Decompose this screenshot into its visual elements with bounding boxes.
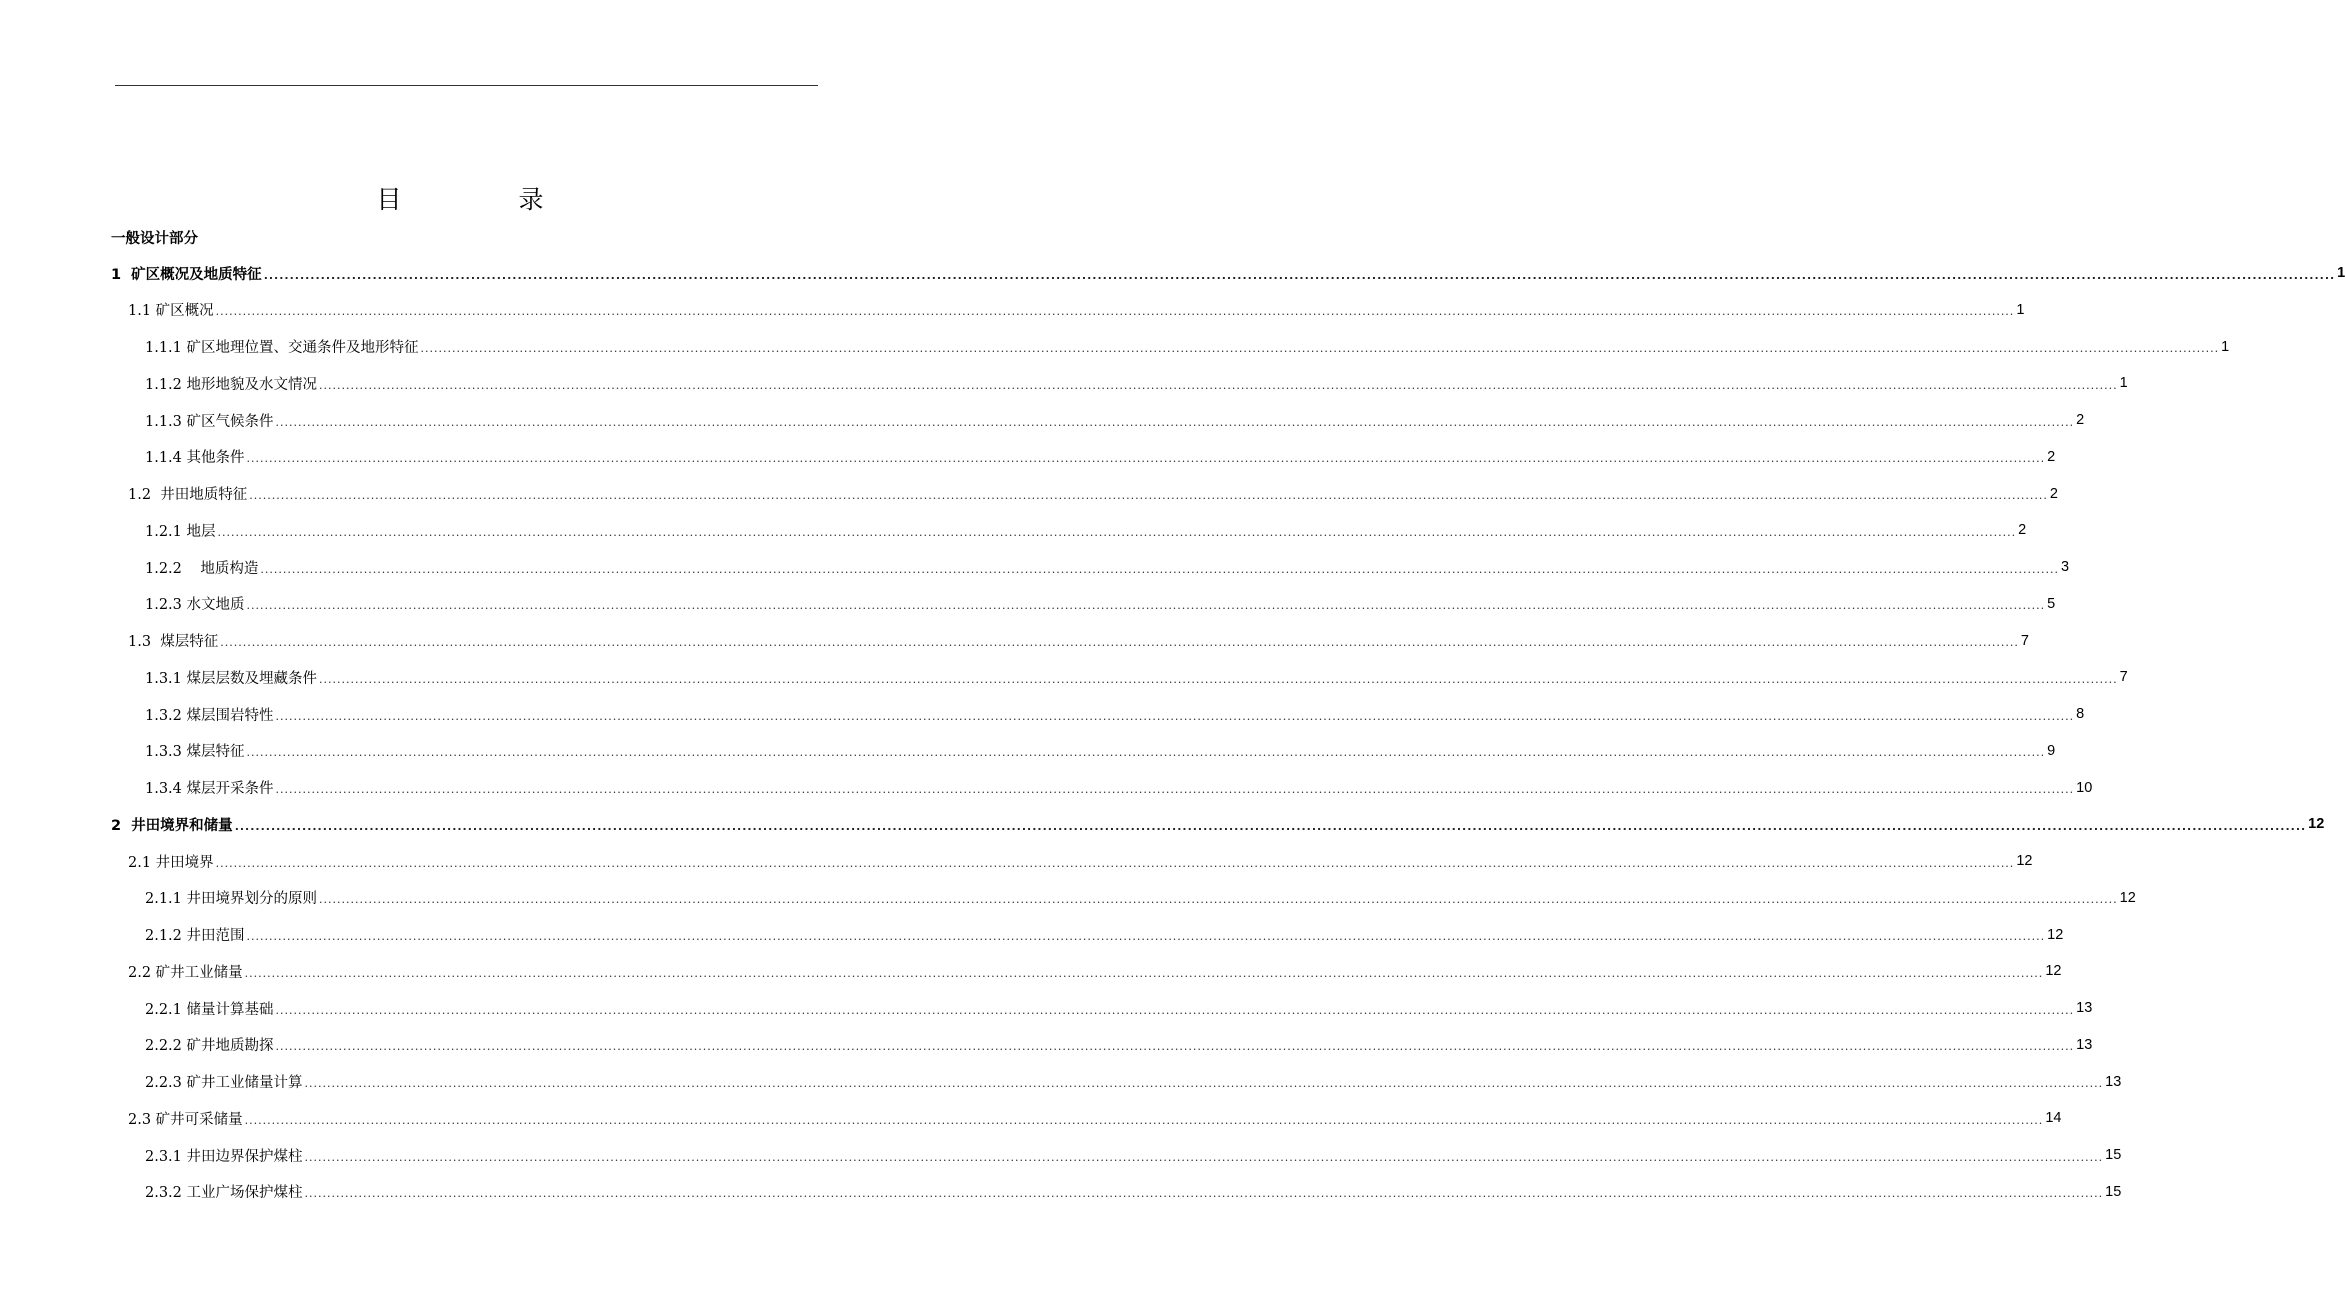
toc-dot-leader: ................................................................................................................................................................................................................................................................................................................................................................................................................ xyxy=(249,489,2048,502)
toc-entry-label: 2.3.2 工业广场保护煤柱 xyxy=(145,1185,303,1202)
toc-page-number: 5 xyxy=(2047,595,2056,612)
toc-dot-leader: ................................................................................................................................................................................................................................................................................................................................................................................................................ xyxy=(275,1040,2075,1054)
toc-page-number: 10 xyxy=(2076,779,2093,796)
toc-dot-leader: ................................................................................................................................................................................................................................................................................................................................................................................................................ xyxy=(220,636,2019,649)
toc-entry[interactable] xyxy=(145,1174,2122,1210)
toc-dot-leader: ................................................................................................................................................................................................................................................................................................................................................................................................................ xyxy=(246,930,2046,943)
toc-page-number: 13 xyxy=(2105,1073,2122,1090)
toc-entry-label: 1.2.1 地层 xyxy=(145,523,216,540)
toc-entry[interactable] xyxy=(128,953,2062,989)
toc-entry-label: 2.2.3 矿井工业储量计算 xyxy=(145,1075,303,1091)
toc-page-number: 13 xyxy=(2076,1000,2093,1016)
toc-dot-leader: ................................................................................................................................................................................................................................................................................................................................................................................................................ xyxy=(246,599,2046,613)
toc-page-number: 2 xyxy=(2049,485,2058,502)
toc-dot-leader: ................................................................................................................................................................................................................................................................................................................................................................................................................ xyxy=(304,1077,2104,1090)
toc-dot-leader: ................................................................................................................................................................................................................................................................................................................................................................................................................ xyxy=(275,415,2075,429)
toc-entry[interactable] xyxy=(145,990,2093,1026)
toc-entry-label: 1.1 矿区概况 xyxy=(128,303,214,320)
toc-page-number: 2 xyxy=(2076,412,2085,428)
toc-entry[interactable] xyxy=(128,292,2025,328)
toc-entry[interactable] xyxy=(145,770,2093,806)
toc-entry[interactable] xyxy=(145,1137,2122,1173)
toc-dot-leader: ................................................................................................................................................................................................................................................................................................................................................................................................................ xyxy=(234,819,2307,833)
toc-entry[interactable] xyxy=(145,1027,2093,1063)
toc-dot-leader: ................................................................................................................................................................................................................................................................................................................................................................................................................ xyxy=(246,746,2046,760)
toc-entry[interactable] xyxy=(111,806,2325,842)
toc-dot-leader: ................................................................................................................................................................................................................................................................................................................................................................................................................ xyxy=(260,562,2059,576)
toc-entry-label: 2.2 矿井工业储量 xyxy=(128,964,243,981)
toc-dot-leader: ................................................................................................................................................................................................................................................................................................................................................................................................................ xyxy=(215,856,2015,870)
toc-entry-label: 1.3.1 煤层层数及埋藏条件 xyxy=(145,670,318,687)
toc-entry-label: 1.2.2 地质构造 xyxy=(145,560,259,577)
toc-page-number: 1 xyxy=(2337,265,2345,281)
toc-entry-label: 2.3.1 井田边界保护煤柱 xyxy=(145,1148,303,1165)
toc-dot-leader: ................................................................................................................................................................................................................................................................................................................................................................................................................ xyxy=(246,452,2046,466)
toc-entry-label: 2.1 井田境界 xyxy=(128,854,214,871)
toc-page-number: 12 xyxy=(2119,889,2136,906)
header-rule xyxy=(115,85,818,86)
toc-dot-leader: ................................................................................................................................................................................................................................................................................................................................................................................................................ xyxy=(275,709,2075,723)
toc-entry-label: 2.1.1 井田境界划分的原则 xyxy=(145,891,318,908)
toc-entry[interactable] xyxy=(128,623,2029,659)
toc-entry[interactable] xyxy=(145,439,2056,475)
toc-entry[interactable] xyxy=(145,402,2085,438)
toc-page-number: 1 xyxy=(2119,375,2128,392)
toc-dot-leader: ................................................................................................................................................................................................................................................................................................................................................................................................................ xyxy=(304,1187,2104,1201)
toc-page-number: 12 xyxy=(2047,926,2064,943)
toc-entry-label: 1.1.4 其他条件 xyxy=(145,450,245,467)
toc-page-number: 7 xyxy=(2020,632,2029,649)
toc-entry[interactable] xyxy=(111,255,2345,291)
toc-dot-leader: ................................................................................................................................................................................................................................................................................................................................................................................................................ xyxy=(319,893,2118,907)
toc-dot-leader: ................................................................................................................................................................................................................................................................................................................................................................................................................ xyxy=(319,378,2118,392)
toc-page-number: 15 xyxy=(2105,1147,2122,1163)
toc-entry-label: 1.3 煤层特征 xyxy=(128,634,219,650)
toc-dot-leader: ................................................................................................................................................................................................................................................................................................................................................................................................................ xyxy=(263,268,2336,282)
section-heading: 一般设计部分 xyxy=(111,231,198,247)
toc-entry-label: 1.1.1 矿区地理位置、交通条件及地形特征 xyxy=(145,340,419,356)
toc-entry[interactable] xyxy=(145,512,2027,548)
toc-entry-label: 1.3.4 煤层开采条件 xyxy=(145,781,274,797)
toc-page-number: 12 xyxy=(2308,816,2325,833)
toc-entry[interactable] xyxy=(145,917,2064,953)
toc-entry-label: 1.3.3 煤层特征 xyxy=(145,744,245,761)
toc-entry-label: 1.3.2 煤层围岩特性 xyxy=(145,707,274,724)
toc-entry[interactable] xyxy=(145,329,2230,365)
toc-page-number: 12 xyxy=(2045,963,2062,980)
toc-entry[interactable] xyxy=(145,549,2070,585)
toc-page-number: 8 xyxy=(2076,706,2085,722)
toc-entry[interactable] xyxy=(145,659,2128,695)
toc-entry-label: 2.2.2 矿井地质勘探 xyxy=(145,1038,274,1055)
toc-entry[interactable] xyxy=(128,1100,2062,1136)
toc-entry-label: 2.3 矿井可采储量 xyxy=(128,1111,243,1128)
toc-page-number: 1 xyxy=(2221,338,2230,355)
toc-entry[interactable] xyxy=(128,476,2058,512)
toc-page-number: 2 xyxy=(2047,448,2056,465)
toc-entry-label: 1.2 井田地质特征 xyxy=(128,487,248,503)
toc-entry-label: 1.2.3 水文地质 xyxy=(145,597,245,614)
toc-entry[interactable] xyxy=(145,365,2128,401)
toc-page-number: 13 xyxy=(2076,1036,2093,1053)
toc-dot-leader: ................................................................................................................................................................................................................................................................................................................................................................................................................ xyxy=(244,1113,2044,1127)
toc-entry-label: 1 矿区概况及地质特征 xyxy=(111,266,262,283)
toc-page-number: 1 xyxy=(2016,301,2025,318)
toc-entry[interactable] xyxy=(145,586,2056,622)
toc-dot-leader: ................................................................................................................................................................................................................................................................................................................................................................................................................ xyxy=(275,783,2075,796)
toc-dot-leader: ................................................................................................................................................................................................................................................................................................................................................................................................................ xyxy=(215,305,2015,319)
toc-entry-label: 1.1.2 地形地貌及水文情况 xyxy=(145,376,318,393)
toc-dot-leader: ................................................................................................................................................................................................................................................................................................................................................................................................................ xyxy=(244,966,2044,980)
toc-page-number: 7 xyxy=(2119,669,2128,686)
toc-entry[interactable] xyxy=(145,1064,2122,1100)
toc-dot-leader: ................................................................................................................................................................................................................................................................................................................................................................................................................ xyxy=(304,1150,2104,1164)
toc-entry[interactable] xyxy=(128,843,2033,879)
toc-dot-leader: ................................................................................................................................................................................................................................................................................................................................................................................................................ xyxy=(420,342,2220,355)
toc-entry[interactable] xyxy=(145,880,2136,916)
toc-dot-leader: ................................................................................................................................................................................................................................................................................................................................................................................................................ xyxy=(319,672,2118,686)
toc-entry[interactable] xyxy=(145,733,2056,769)
toc-page-number: 2 xyxy=(2018,522,2027,539)
toc-page-number: 3 xyxy=(2060,559,2070,575)
page-title: 目 录 xyxy=(376,185,590,214)
toc-entry-label: 2 井田境界和储量 xyxy=(111,817,233,834)
toc-page-number: 12 xyxy=(2016,853,2033,869)
toc-dot-leader: ................................................................................................................................................................................................................................................................................................................................................................................................................ xyxy=(275,1003,2075,1017)
toc-entry-label: 1.1.3 矿区气候条件 xyxy=(145,413,274,430)
toc-entry-label: 2.2.1 储量计算基础 xyxy=(145,1001,274,1018)
toc-dot-leader: ................................................................................................................................................................................................................................................................................................................................................................................................................ xyxy=(217,525,2017,539)
toc-page-number: 14 xyxy=(2045,1110,2062,1127)
toc-entry-label: 2.1.2 井田范围 xyxy=(145,928,245,944)
toc-page-number: 9 xyxy=(2047,742,2056,759)
toc-page-number: 15 xyxy=(2105,1183,2122,1200)
toc-entry[interactable] xyxy=(145,696,2085,732)
